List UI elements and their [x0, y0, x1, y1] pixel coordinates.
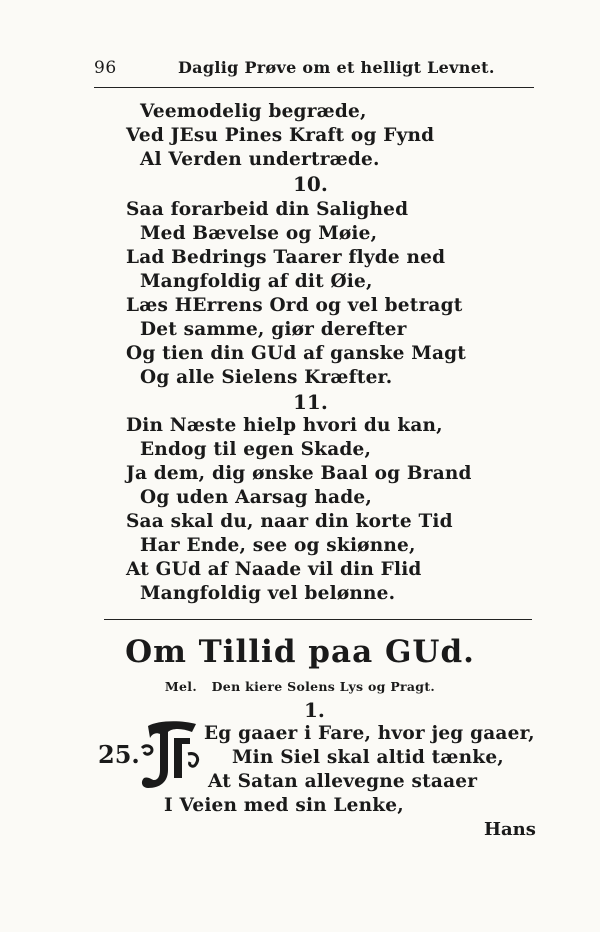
running-title: Daglig Prøve om et helligt Levnet. — [178, 58, 495, 77]
verse-line: At Satan allevegne staaer — [208, 771, 478, 792]
verse-line: Veemodelig begræde, — [140, 101, 367, 122]
verse-line: Min Siel skal altid tænke, — [232, 747, 504, 768]
verse-line: Al Verden undertræde. — [140, 149, 380, 170]
verse-line: Mangfoldig vel belønne. — [140, 583, 396, 604]
catchword: Hans — [484, 819, 536, 840]
verse-line: Med Bævelse og Møie, — [140, 223, 378, 244]
verse-line: Og uden Aarsag hade, — [140, 487, 372, 508]
verse-line: Og alle Sielens Kræfter. — [140, 367, 393, 388]
stanza-number: 10. — [293, 172, 328, 196]
dropcap-ornament-icon — [138, 718, 206, 792]
melody-label: Mel. — [164, 679, 198, 694]
verse-line: At GUd af Naade vil din Flid — [126, 559, 422, 580]
hymn-number: 25. — [98, 740, 140, 769]
verse-line: Endog til egen Skade, — [140, 439, 372, 460]
page-header — [94, 58, 534, 82]
verse-line: Lad Bedrings Taarer flyde ned — [126, 247, 446, 268]
page-number: 96 — [94, 58, 117, 78]
verse-line: Læs HErrens Ord og vel betragt — [126, 295, 463, 316]
verse-line: Eg gaaer i Fare, hvor jeg gaaer, — [204, 723, 535, 744]
hymn-title: Om Tillid paa GUd. — [125, 634, 475, 670]
verse-line: Saa forarbeid din Salighed — [126, 199, 409, 220]
verse-line: Ja dem, dig ønske Baal og Brand — [126, 463, 472, 484]
stanza-number: 1. — [304, 698, 325, 722]
melody-line — [0, 679, 600, 694]
header-rule — [94, 87, 534, 88]
stanza-number: 11. — [293, 390, 328, 414]
melody-name: Den kiere Solens Lys og Pragt. — [211, 679, 436, 694]
section-rule — [104, 619, 532, 620]
verse-line: Din Næste hielp hvori du kan, — [126, 415, 443, 436]
verse-line: Det samme, giør derefter — [140, 319, 407, 340]
verse-line: Mangfoldig af dit Øie, — [140, 271, 373, 292]
verse-line: I Veien med sin Lenke, — [164, 795, 404, 816]
verse-line: Og tien din GUd af ganske Magt — [126, 343, 467, 364]
verse-line: Har Ende, see og skiønne, — [140, 535, 416, 556]
verse-line: Saa skal du, naar din korte Tid — [126, 511, 453, 532]
verse-line: Ved JEsu Pines Kraft og Fynd — [126, 125, 435, 146]
